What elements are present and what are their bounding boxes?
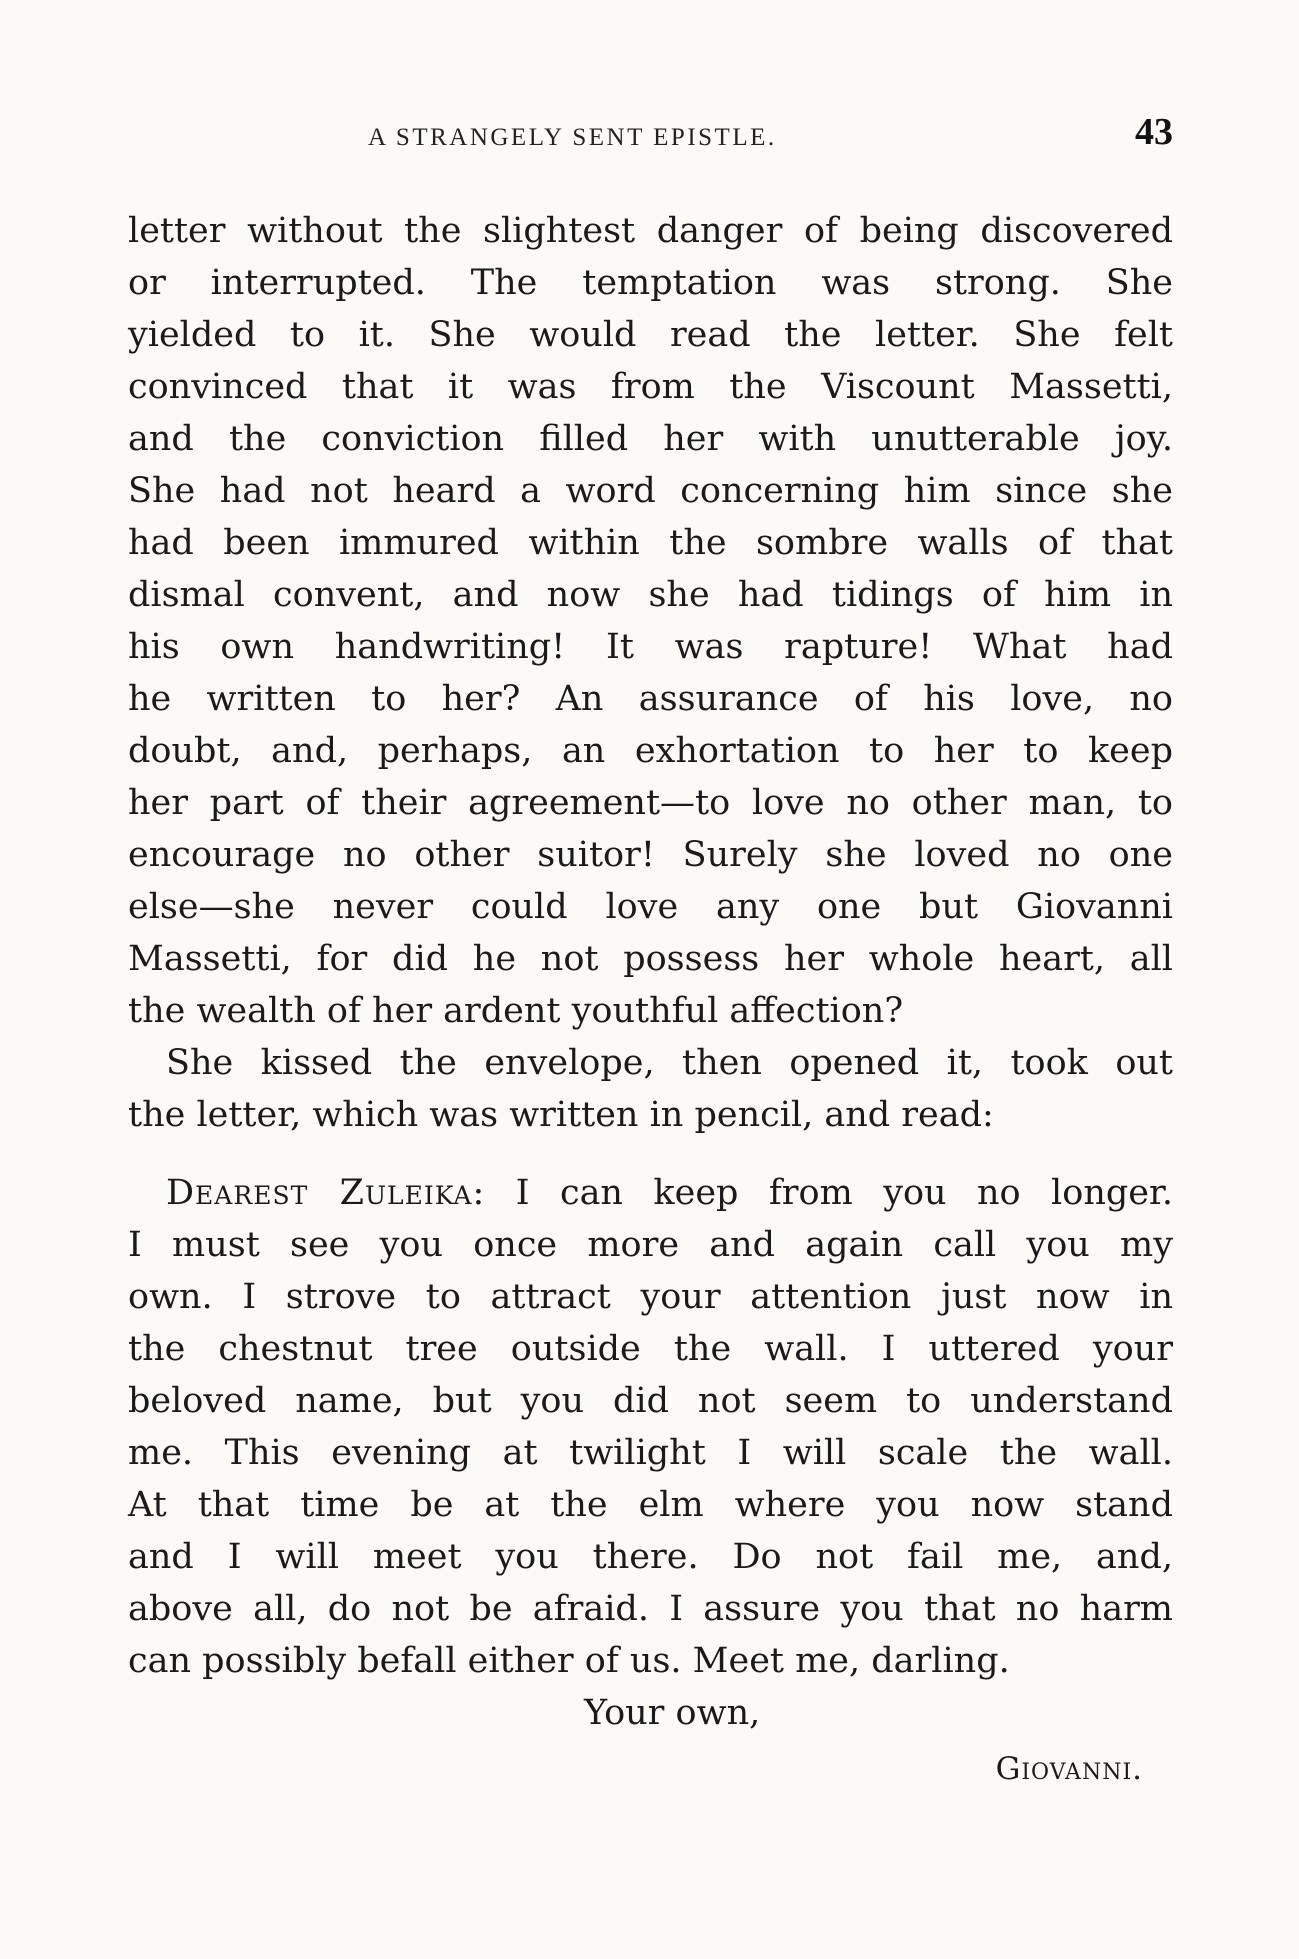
text-line: or interrupted. The temptation was strong. She (128, 263, 1173, 303)
text-line: doubt, and, perhaps, an exhortation to her to keep (128, 731, 1173, 771)
page-number: 43 (1135, 111, 1173, 153)
text-line: At that time be at the elm where you now stand (128, 1485, 1173, 1525)
text-line: her part of their agreement—to love no other man, to (128, 783, 1173, 823)
letter-closing: Your own, (584, 1693, 761, 1733)
text-line: above all, do not be afraid. I assure you that no harm (128, 1589, 1173, 1629)
text-line: dismal convent, and now she had tidings of him in (128, 575, 1173, 615)
running-head: A STRANGELY SENT EPISTLE. (368, 124, 777, 151)
page-header (128, 110, 1173, 160)
paragraph-gap (128, 1141, 1173, 1167)
text-line: and I will meet you there. Do not fail me, and, (128, 1537, 1173, 1577)
text-line: I must see you once more and again call you my (128, 1225, 1173, 1265)
narrative-paragraph (128, 205, 1173, 1037)
text-line: had been immured within the sombre walls of that (128, 523, 1173, 563)
text-line: can possibly befall either of us. Meet me, darling. (128, 1641, 1010, 1681)
text-line: the letter, which was written in pencil, and read: (128, 1095, 994, 1135)
text-line: else—she never could love any one but Giovanni (128, 887, 1173, 927)
text-line: beloved name, but you did not seem to understand (128, 1381, 1173, 1421)
text-line: and the conviction filled her with unutterable joy. (128, 419, 1173, 459)
text-line: She had not heard a word concerning him since she (128, 471, 1173, 511)
text-line: me. This evening at twilight I will scale the wall. (128, 1433, 1173, 1473)
text-line: the wealth of her ardent youthful affection? (128, 991, 904, 1031)
text-line: the chestnut tree outside the wall. I uttered your (128, 1329, 1173, 1369)
text-line: She kissed the envelope, then opened it, took out (166, 1043, 1173, 1083)
text-line: own. I strove to attract your attention just now in (128, 1277, 1173, 1317)
letter-first-line-text: I can keep from you no longer. (515, 1173, 1173, 1213)
second-paragraph (128, 1037, 1173, 1141)
text-line: his own handwriting! It was rapture! What had (128, 627, 1173, 667)
letter-first-line (128, 1167, 1173, 1219)
text-line: convinced that it was from the Viscount Massetti, (128, 367, 1173, 407)
text-line: yielded to it. She would read the letter. She felt (128, 315, 1173, 355)
letter-signature: Giovanni. (995, 1751, 1143, 1787)
text-line: encourage no other suitor! Surely she loved no one (128, 835, 1173, 875)
body-text (128, 205, 1173, 1795)
text-line: letter without the slightest danger of being discovered (128, 211, 1173, 251)
text-line: Massetti, for did he not possess her whole heart, all (128, 939, 1173, 979)
text-line: he written to her? An assurance of his love, no (128, 679, 1173, 719)
letter-text (128, 1167, 1173, 1795)
letter-salutation: Dearest Zuleika: (166, 1173, 486, 1213)
